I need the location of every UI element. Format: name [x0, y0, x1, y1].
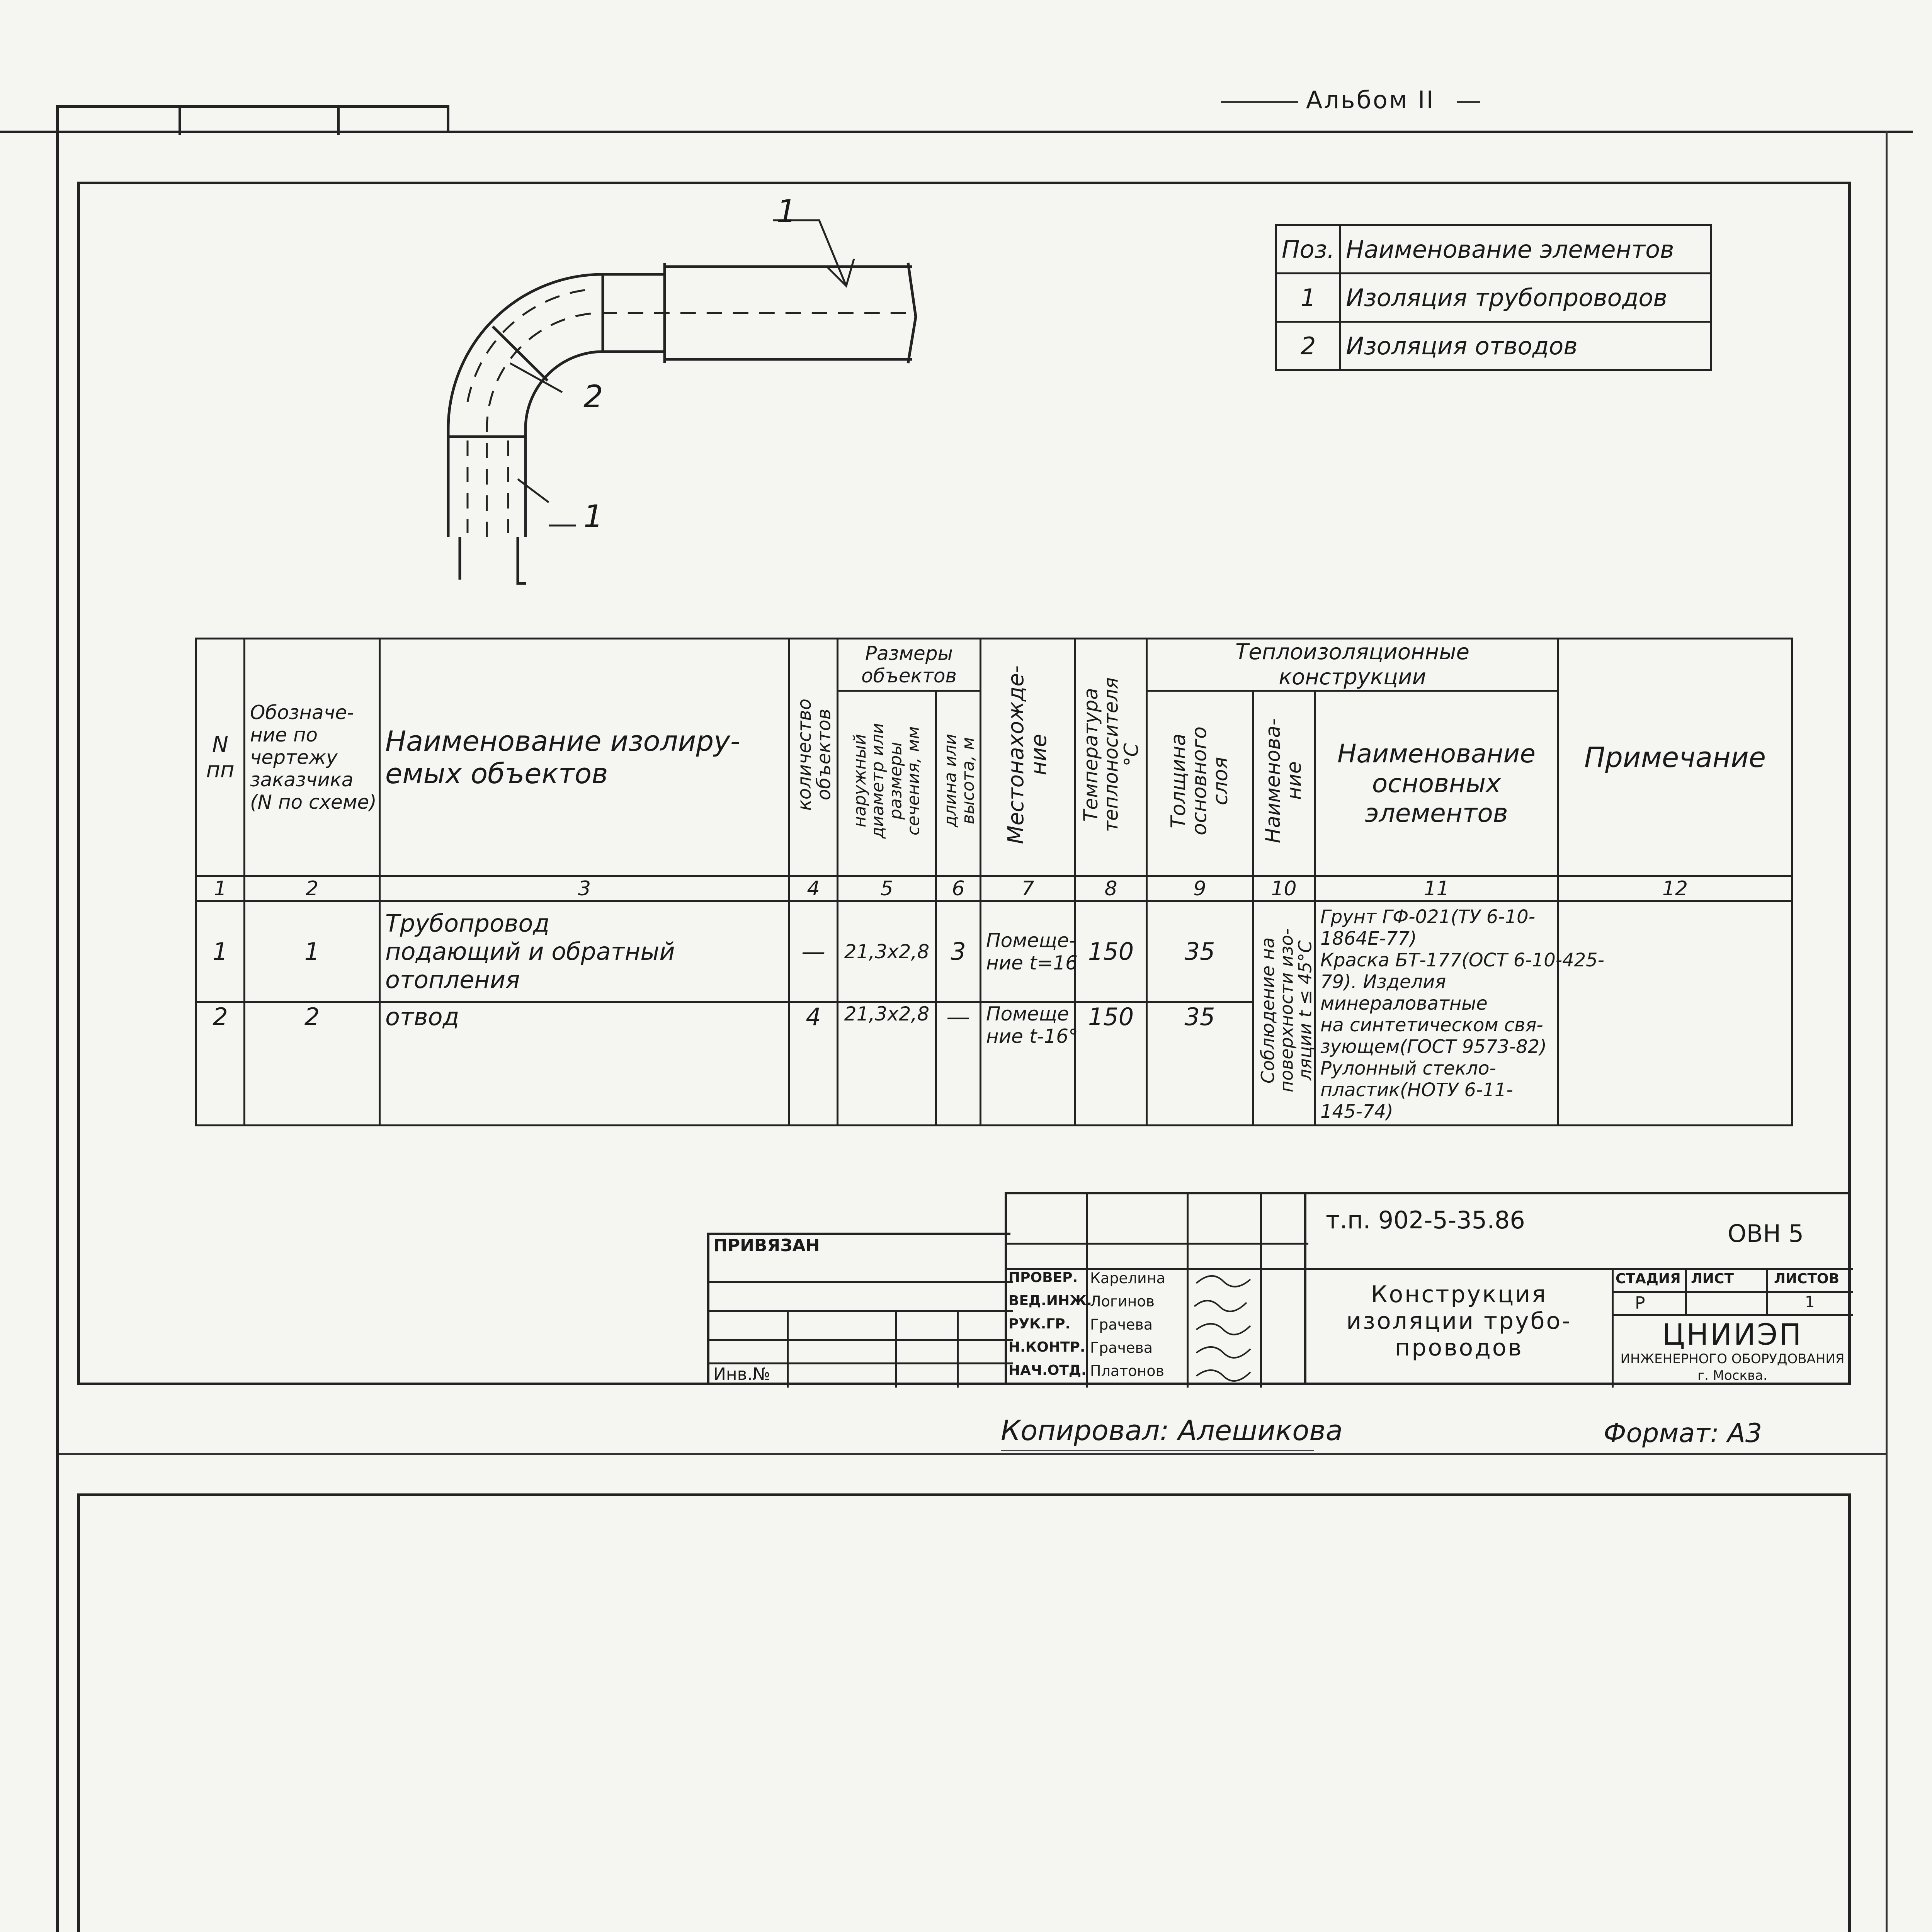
row-num: 1: [196, 901, 245, 1002]
signer-name: Грачева: [1090, 1339, 1153, 1356]
signer-name: Логинов: [1090, 1293, 1155, 1310]
document-code: т.п. 902-5-35.86: [1326, 1206, 1525, 1234]
header-designation: Обозначе- ние по чертежу заказчика (N по схеме): [245, 639, 380, 876]
inv-no-label: Инв.№: [713, 1364, 770, 1384]
section-code: ОВН 5: [1728, 1219, 1804, 1248]
header-sizes-group: Размеры объектов: [838, 639, 981, 691]
row-num: 2: [196, 1002, 245, 1126]
header-note: Примечание: [1558, 639, 1792, 876]
col-number: 2: [245, 876, 380, 901]
row-thickness: 35: [1147, 1002, 1253, 1126]
col-number: 1: [196, 876, 245, 901]
privyazan-block: [707, 1233, 1010, 1385]
header-outer: наружный диаметр или размеры сечения, мм: [838, 691, 936, 876]
signatures-scribbles: [1189, 1268, 1260, 1388]
privyazan-label: ПРИВЯЗАН: [713, 1236, 820, 1255]
signer-name: Грачева: [1090, 1316, 1153, 1333]
org-name: ЦНИИЭП: [1662, 1317, 1803, 1352]
left-margin-line: [56, 131, 59, 1932]
signer-name: Платонов: [1090, 1362, 1165, 1379]
legend-name: Изоляция отводов: [1340, 322, 1711, 370]
album-dash-left: [1221, 101, 1298, 103]
col-number: 12: [1558, 876, 1792, 901]
signer-role: РУК.ГР.: [1009, 1316, 1071, 1332]
sheets-label: ЛИСТОВ: [1774, 1271, 1840, 1287]
album-label: Альбом II: [1306, 86, 1435, 114]
col-number: 9: [1147, 876, 1253, 901]
row-size: 21,3х2,8: [838, 901, 936, 1002]
lower-frame: [77, 1493, 1851, 1932]
callout-1-bottom: 1: [583, 498, 603, 534]
format-label: Формат: А3: [1604, 1418, 1762, 1449]
callout-1-top: 1: [777, 193, 796, 229]
spec-table: [195, 638, 1793, 1126]
row-designation: 1: [245, 901, 380, 1002]
header-elements: Наименование основных элементов: [1315, 691, 1558, 876]
legend-pos: 1: [1276, 274, 1340, 322]
row-designation: 2: [245, 1002, 380, 1126]
legend-header-pos: Поз.: [1276, 225, 1340, 274]
main-title-block: [1304, 1192, 1851, 1385]
drawing-title: Конструкция изоляции трубо- проводов: [1346, 1281, 1572, 1361]
sheet-label: ЛИСТ: [1691, 1271, 1734, 1287]
row-qty: —: [789, 901, 838, 1002]
legend-header-name: Наименование элементов: [1340, 225, 1711, 274]
copied-underline: [1001, 1450, 1314, 1451]
col-number: 8: [1075, 876, 1147, 901]
signer-role: Н.КОНТР.: [1009, 1339, 1085, 1355]
header-naming: Наименова- ние: [1253, 691, 1315, 876]
header-location: Местонахожде- ние: [981, 639, 1075, 876]
stage-label: СТАДИЯ: [1616, 1271, 1681, 1287]
callout-2: 2: [583, 379, 603, 415]
signer-role: ПРОВЕР.: [1009, 1270, 1078, 1286]
col-number: 10: [1253, 876, 1315, 901]
sheets-value: 1: [1805, 1293, 1815, 1311]
col-number: 6: [936, 876, 981, 901]
right-margin-line: [1886, 131, 1888, 1932]
row-size: 21,3х2,8: [838, 1002, 936, 1126]
header-thickness: Толщина основного слоя: [1147, 691, 1253, 876]
row-length: —: [936, 1002, 981, 1126]
signer-name: Карелина: [1090, 1270, 1165, 1287]
row-location: Помеще- ние t=16: [981, 901, 1075, 1002]
signature-block: [1005, 1192, 1306, 1385]
row-temp: 150: [1075, 1002, 1147, 1126]
legend-pos: 2: [1276, 322, 1340, 370]
separator-line: [56, 1453, 1888, 1455]
legend-name: Изоляция трубопроводов: [1340, 274, 1711, 322]
row-thickness: 35: [1147, 901, 1253, 1002]
header-insul-group: Теплоизоляционные конструкции: [1147, 639, 1558, 691]
row-length: 3: [936, 901, 981, 1002]
album-dash-right: [1457, 101, 1480, 103]
col-number: 4: [789, 876, 838, 901]
row-name: отвод: [380, 1002, 789, 1126]
header-num: N пп: [196, 639, 245, 876]
org-sub: ИНЖЕНЕРНОГО ОБОРУДОВАНИЯ г. Москва.: [1620, 1351, 1845, 1383]
col-number: 3: [380, 876, 789, 901]
header-name: Наименование изолиру- емых объектов: [380, 639, 789, 876]
stage-value: Р: [1635, 1293, 1645, 1313]
row-qty: 4: [789, 1002, 838, 1126]
top-rule: [0, 131, 1913, 133]
stage-table: [1612, 1268, 1853, 1316]
header-temp: Температура теплоносителя °С: [1075, 639, 1147, 876]
pipe-bend-drawing: [425, 201, 966, 611]
col-number: 11: [1315, 876, 1558, 901]
column-numbers-row: [196, 876, 1792, 901]
table-row: [196, 901, 1792, 1002]
row-name: Трубопровод подающий и обратный отопления: [380, 901, 789, 1002]
row-temp: 150: [1075, 901, 1147, 1002]
legend-table: [1275, 224, 1712, 371]
top-stamp-boxes: [56, 105, 449, 132]
copied-by: Копировал: Алешикова: [1001, 1414, 1343, 1447]
merged-elements: Грунт ГФ-021(ТУ 6-10- 1864Е-77) Краска БТ-177(ОСТ 6-10-425- 79). Изделия минераловатные на синтетическом свя- зующем(ГОСТ 9573-82) Рулонный стекло- пластик(НОТУ 6-11- 145-74): [1315, 901, 1558, 1126]
merged-naming: Соблюдение на поверхности изо- ляции t ≤ 45°С: [1253, 901, 1315, 1126]
col-number: 7: [981, 876, 1075, 901]
signer-role: ВЕД.ИНЖ.: [1009, 1293, 1092, 1309]
row-location: Помеще ние t-16°: [981, 1002, 1075, 1126]
col-number: 5: [838, 876, 936, 901]
merged-note: [1558, 901, 1792, 1126]
signer-role: НАЧ.ОТД.: [1009, 1362, 1087, 1378]
header-length: длина или высота, м: [936, 691, 981, 876]
header-qty: количество объектов: [789, 639, 838, 876]
